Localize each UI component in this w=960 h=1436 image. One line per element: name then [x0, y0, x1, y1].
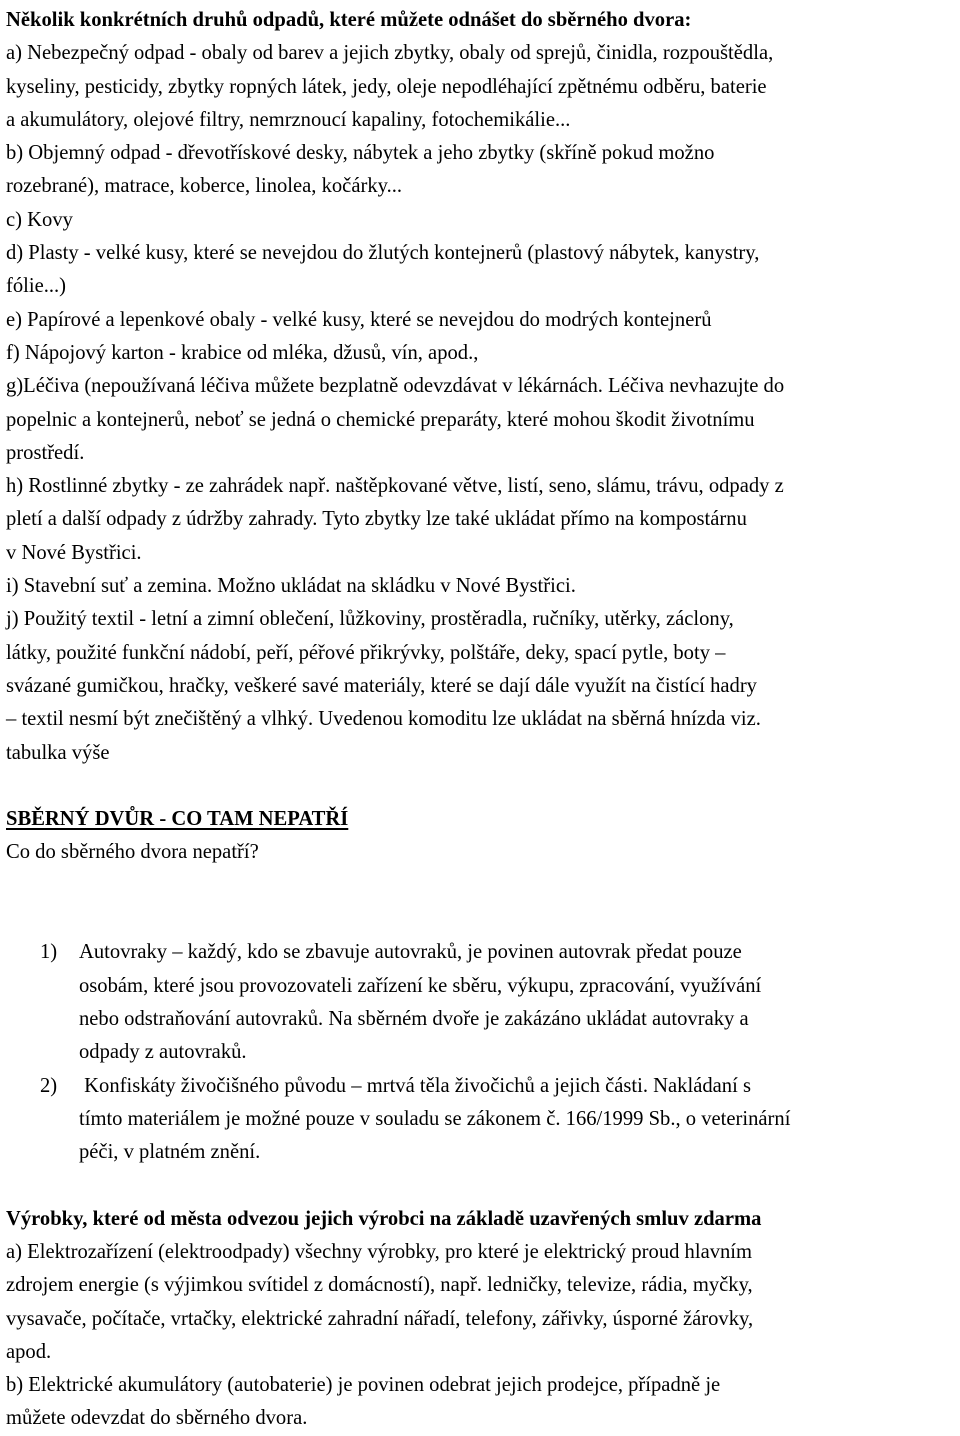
text-line: svázané gumičkou, hračky, veškeré savé materiály, které se dají dále využít na čistící hadry [6, 674, 757, 697]
text-line: h) Rostlinné zbytky - ze zahrádek např. naštěpkované větve, listí, seno, slámu, trávu, odpady z [6, 475, 784, 498]
text-line: kyseliny, pesticidy, zbytky ropných látek, jedy, oleje nepodléhající zpětnému odběru, baterie [6, 75, 767, 98]
text-line: j) Použitý textil - letní a zimní oblečení, lůžkoviny, prostěradla, ručníky, utěrky, záclony, [6, 608, 734, 631]
list-item-line: odpady z autovraků. [79, 1041, 247, 1064]
text-line: pletí a další odpady z údržby zahrady. Tyto zbytky lze také ukládat přímo na kompostárnu [6, 508, 747, 531]
list-item-text: Konfiskáty živočišného původu – mrtvá těla živočichů a jejich části. Nakládaní s [79, 1074, 751, 1097]
section1-heading: Několik konkrétních druhů odpadů, které můžete odnášet do sběrného dvora: [6, 9, 692, 31]
text-line: v Nové Bystřici. [6, 541, 142, 564]
text-line: f) Nápojový karton - krabice od mléka, džusů, vín, apod., [6, 341, 479, 364]
text-line: apod. [6, 1340, 52, 1363]
text-line: vysavače, počítače, vrtačky, elektrické zahradní nářadí, telefony, zářivky, úsporné žárovky, [6, 1307, 754, 1330]
text-line: a) Nebezpečný odpad - obaly od barev a jejich zbytky, obaly od sprejů, činidla, rozpouštědla, [6, 42, 774, 65]
list-item-line: péči, v platném znění. [79, 1141, 261, 1164]
section2-subheading: Co do sběrného dvora nepatří? [6, 841, 259, 864]
list-item [6, 1070, 958, 1170]
text-line: zdrojem energie (s výjimkou svítidel z domácností), např. ledničky, televize, rádia, myčky, [6, 1274, 753, 1297]
spacer [6, 1169, 958, 1202]
list-item-line: tímto materiálem je možné pouze v souladu se zákonem č. 166/1999 Sb., o veterinární [79, 1107, 791, 1130]
spacer [6, 770, 958, 803]
text-line: i) Stavební suť a zemina. Možno ukládat na skládku v Nové Bystřici. [6, 575, 576, 598]
text-line: g)Léčiva (nepoužívaná léčiva můžete bezplatně odevzdávat v lékárnách. Léčiva nevhazujte do [6, 375, 785, 398]
text-line: látky, použité funkční nádobí, peří, péřové přikrývky, polštáře, deky, spací pytle, boty – [6, 641, 726, 664]
text-line: b) Objemný odpad - dřevotřískové desky, nábytek a jeho zbytky (skříně pokud možno [6, 142, 715, 165]
text-line: – textil nesmí být znečištěný a vlhký. Uvedenou komoditu lze ukládat na sběrná hnízda viz. [6, 708, 761, 731]
text-line: prostředí. [6, 441, 85, 464]
text-line: d) Plasty - velké kusy, které se nevejdou do žlutých kontejnerů (plastový nábytek, kanystry, [6, 242, 760, 265]
list-item-text: Autovraky – každý, kdo se zbavuje autovraků, je povinen autovrak předat pouze [79, 941, 742, 964]
spacer [6, 870, 958, 937]
text-line: e) Papírové a lepenkové obaly - velké kusy, které se nevejdou do modrých kontejnerů [6, 308, 712, 331]
text-line: můžete odevzdat do sběrného dvora. [6, 1407, 308, 1430]
list-item-number: 2) [40, 1074, 58, 1097]
text-line: a akumulátory, olejové filtry, nemrznoucí kapaliny, fotochemikálie... [6, 108, 571, 131]
text-line: fólie...) [6, 275, 67, 298]
section3-heading: Výrobky, které od města odvezou jejich výrobci na základě uzavřených smluv zdarma [6, 1207, 762, 1230]
text-line: rozebrané), matrace, koberce, linolea, kočárky... [6, 175, 403, 198]
text-line: c) Kovy [6, 208, 73, 231]
list-item [6, 936, 958, 1069]
text-line: tabulka výše [6, 741, 110, 764]
list-item-line [6, 936, 958, 969]
document-page [6, 4, 958, 1436]
text-line: a) Elektrozařízení (elektroodpady) všechny výrobky, pro které je elektrický proud hlavním [6, 1240, 753, 1263]
list-item-line: nebo odstraňování autovraků. Na sběrném dvoře je zakázáno ukládat autovraky a [79, 1007, 749, 1030]
section2-heading: SBĚRNÝ DVŮR - CO TAM NEPATŘÍ [6, 808, 349, 831]
list-item-number: 1) [40, 941, 58, 964]
text-line: b) Elektrické akumulátory (autobaterie) je povinen odebrat jejich prodejce, případně je [6, 1374, 721, 1397]
list-item-line: osobám, které jsou provozovateli zařízení ke sběru, výkupu, zpracování, využívání [79, 974, 762, 997]
text-line: popelnic a kontejnerů, neboť se jedná o chemické preparáty, které mohou škodit životnímu [6, 408, 755, 431]
list-item-line [6, 1070, 958, 1103]
